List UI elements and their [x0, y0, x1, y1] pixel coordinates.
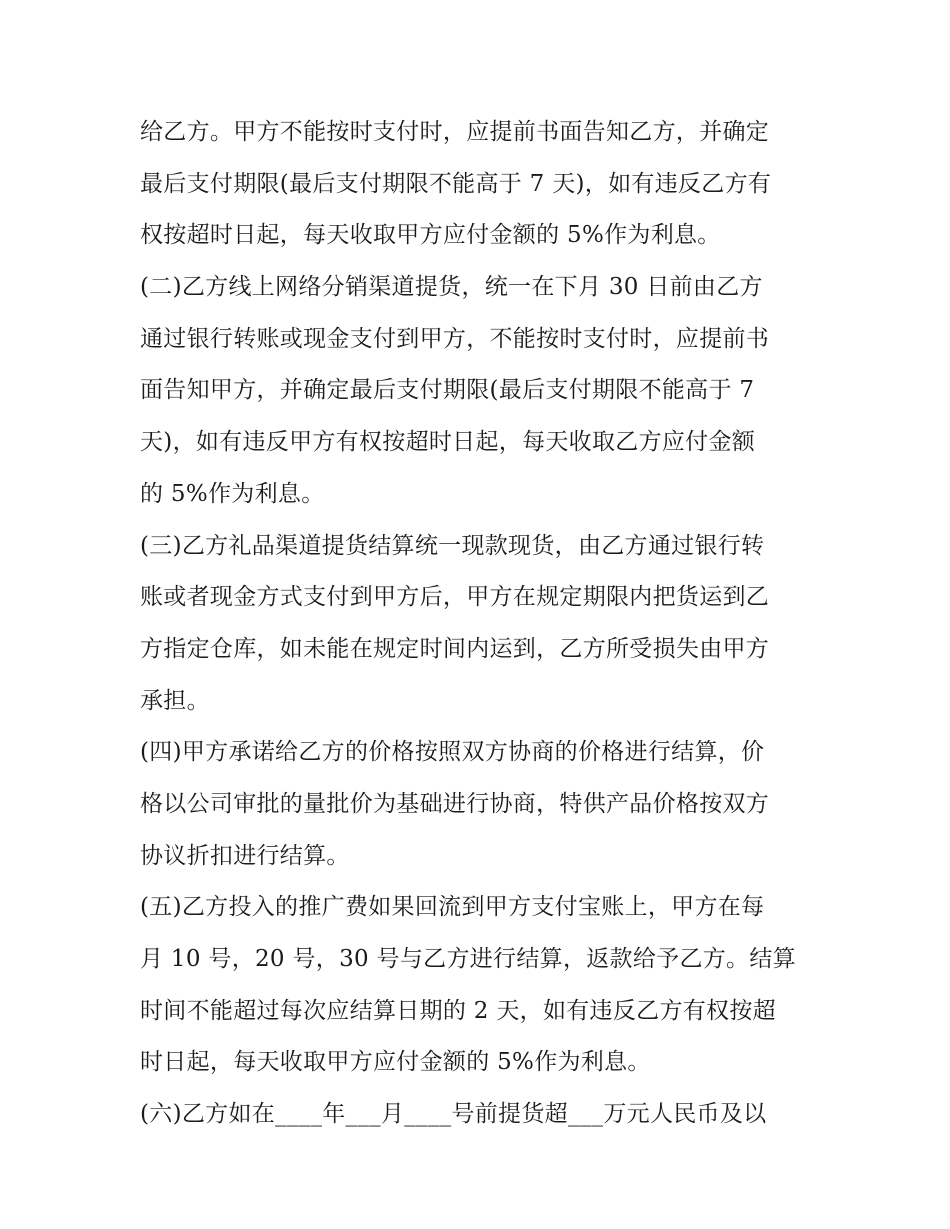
text-line: 格以公司审批的量批价为基础进行协商，特供产品价格按双方	[140, 790, 770, 817]
text-line: (三)乙方礼品渠道提货结算统一现款现货，由乙方通过银行转	[140, 532, 765, 559]
contract-text-block	[140, 107, 820, 1141]
text-line: 面告知甲方，并确定最后支付期限(最后支付期限不能高于 7	[140, 377, 755, 404]
text-line: (二)乙方线上网络分销渠道提货，统一在下月 30 日前由乙方	[140, 274, 763, 301]
text-line: 方指定仓库，如未能在规定时间内运到，乙方所受损失由甲方	[140, 635, 770, 662]
text-line: 天)，如有违反甲方有权按超时日起，每天收取乙方应付金额	[140, 429, 756, 456]
text-line: 时日起，每天收取甲方应付金额的 5%作为利息。	[140, 1049, 651, 1076]
text-line: 给乙方。甲方不能按时支付时，应提前书面告知乙方，并确定	[140, 119, 770, 145]
text-line: 账或者现金方式支付到甲方后，甲方在规定期限内把货运到乙	[140, 584, 770, 611]
text-line: 月 10 号，20 号，30 号与乙方进行结算，返款给予乙方。结算	[140, 946, 796, 972]
text-line: 权按超时日起，每天收取甲方应付金额的 5%作为利息。	[140, 222, 721, 249]
text-line: 时间不能超过每次应结算日期的 2 天，如有违反乙方有权按超	[140, 997, 776, 1024]
text-line: (六)乙方如在____年___月____号前提货超___万元人民币及以	[140, 1101, 767, 1128]
text-line: 通过银行转账或现金支付到甲方，不能按时支付时，应提前书	[140, 325, 770, 352]
text-line: (四)甲方承诺给乙方的价格按照双方协商的价格进行结算，价	[140, 739, 765, 766]
text-line: 的 5%作为利息。	[140, 480, 325, 507]
text-line: 承担。	[140, 687, 210, 714]
text-line: 最后支付期限(最后支付期限不能高于 7 天)，如有违反乙方有	[140, 170, 772, 197]
text-line: 协议折扣进行结算。	[140, 842, 350, 869]
text-line: (五)乙方投入的推广费如果回流到甲方支付宝账上，甲方在每	[140, 894, 765, 921]
